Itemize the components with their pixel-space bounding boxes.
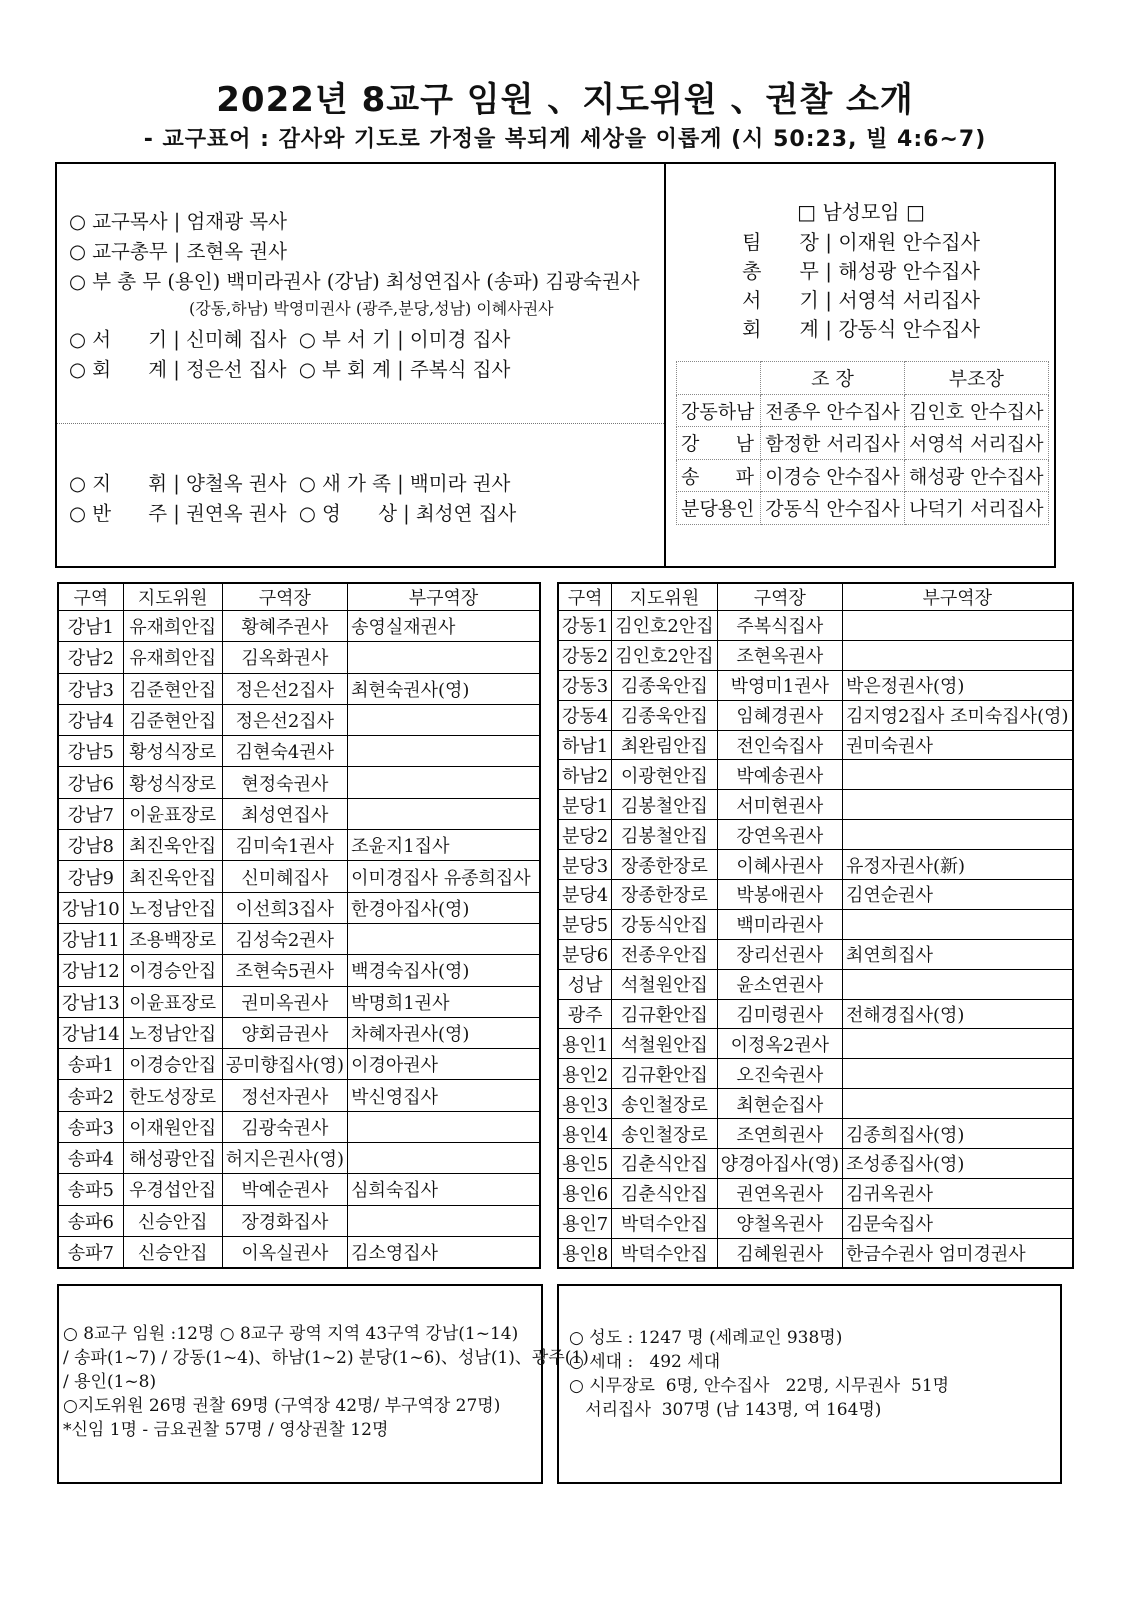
table-cell: 한금수권사 엄미경권사	[843, 1238, 1073, 1268]
table-cell: 최현순집사	[717, 1089, 842, 1119]
table-row	[558, 790, 1073, 820]
table-cell: 강남6	[58, 767, 123, 798]
table-row	[558, 760, 1073, 790]
table-row	[58, 1080, 540, 1111]
table-row	[558, 700, 1073, 730]
table-cell: 김미령권사	[717, 999, 842, 1029]
table-cell: 이정옥2권사	[717, 1029, 842, 1059]
table-cell: 장경화집사	[222, 1205, 347, 1236]
table-cell: 서영석 서리집사	[905, 427, 1049, 460]
table-cell: 현정숙권사	[222, 767, 347, 798]
mens-group-row: 팀 장 | 이재원 안수집사	[742, 230, 980, 254]
summary-line: ○ 8교구 임원 :12명 ○ 8교구 광역 지역 43구역 강남(1~14)	[63, 1324, 519, 1344]
table-cell: 조현옥권사	[717, 640, 842, 670]
summary-line: ○지도위원 26명 권찰 69명 (구역장 42명/ 부구역장 27명)	[63, 1396, 501, 1416]
table-row	[558, 1149, 1073, 1179]
table-cell: 장종한장로	[612, 880, 717, 910]
table-cell: 강남9	[58, 861, 123, 892]
table-cell: 박영미1권사	[717, 670, 842, 700]
table-cell: 박명희1권사	[348, 986, 540, 1017]
table-cell: 송파5	[58, 1174, 123, 1205]
table-cell	[843, 909, 1073, 939]
table-cell: 용인8	[558, 1238, 612, 1268]
table-cell: 신승안집	[123, 1236, 222, 1267]
summary-line: ○ 세대 : 492 세대	[569, 1352, 721, 1372]
table-cell: 강남2	[58, 642, 123, 673]
table-cell: 심희숙집사	[348, 1174, 540, 1205]
table-cell: 강남13	[58, 986, 123, 1017]
table-cell: 하남1	[558, 730, 612, 760]
table-cell: 강남8	[58, 830, 123, 861]
table-cell: 분당1	[558, 790, 612, 820]
table-cell: 강남12	[58, 955, 123, 986]
table-cell: 이윤표장로	[123, 986, 222, 1017]
table-cell: 김인호2안집	[612, 640, 717, 670]
table-cell: 신미혜집사	[222, 861, 347, 892]
table-row	[58, 861, 540, 892]
table-row	[558, 939, 1073, 969]
summary-right	[557, 1284, 1062, 1484]
table-cell: 강남7	[58, 798, 123, 829]
table-cell: 분당4	[558, 880, 612, 910]
table-cell: 유재희안집	[123, 642, 222, 673]
table-cell: 조현숙5권사	[222, 955, 347, 986]
table-cell: 최연희집사	[843, 939, 1073, 969]
table-cell: 강남3	[58, 673, 123, 704]
table-row	[58, 642, 540, 673]
table-cell: 최현숙권사(영)	[348, 673, 540, 704]
table-cell: 이광현안집	[612, 760, 717, 790]
table-cell: 이경아권사	[348, 1049, 540, 1080]
table-cell: 최완림안집	[612, 730, 717, 760]
table-cell: 용인1	[558, 1029, 612, 1059]
table-header-row	[58, 583, 540, 611]
table-row	[58, 955, 540, 986]
table-cell: 강남5	[58, 736, 123, 767]
table-cell: 황혜주권사	[222, 611, 347, 642]
table-cell	[843, 790, 1073, 820]
table-cell: 주복식집사	[717, 611, 842, 641]
table-header-cell: 부조장	[905, 362, 1049, 395]
table-row	[558, 1119, 1073, 1149]
summary-line: / 용인(1~8)	[63, 1372, 157, 1392]
officers-box	[55, 162, 1056, 568]
table-cell	[348, 798, 540, 829]
table-row	[58, 986, 540, 1017]
table-cell	[348, 923, 540, 954]
table-cell: 권연옥권사	[717, 1178, 842, 1208]
table-cell: 송인철장로	[612, 1089, 717, 1119]
mens-group	[666, 164, 1056, 364]
table-row	[558, 611, 1073, 641]
table-cell: 분당5	[558, 909, 612, 939]
table-row	[558, 909, 1073, 939]
table-cell: 강동식 안수집사	[761, 492, 905, 525]
table-cell: 강남1	[58, 611, 123, 642]
table-cell: 윤소연권사	[717, 969, 842, 999]
table-cell: 최성연집사	[222, 798, 347, 829]
table-cell: 강남4	[58, 704, 123, 735]
table-cell	[843, 640, 1073, 670]
table-cell: 강남11	[58, 923, 123, 954]
table-cell: 권미숙권사	[843, 730, 1073, 760]
table-cell: 전종우안집	[612, 939, 717, 969]
table-cell	[348, 704, 540, 735]
table-cell: 송파3	[58, 1111, 123, 1142]
table-cell: 조연희권사	[717, 1119, 842, 1149]
table-row	[58, 611, 540, 642]
table-cell: 김춘식안집	[612, 1149, 717, 1179]
table-cell: 이경승안집	[123, 955, 222, 986]
table-cell: 최진욱안집	[123, 830, 222, 861]
table-row	[558, 1178, 1073, 1208]
table-cell: 이경승안집	[123, 1049, 222, 1080]
table-cell: 권미옥권사	[222, 986, 347, 1017]
table-cell	[843, 969, 1073, 999]
table-cell: 강연옥권사	[717, 820, 842, 850]
table-cell: 석철원안집	[612, 1029, 717, 1059]
table-header-cell: 지도위원	[123, 583, 222, 611]
table-cell: 이혜사권사	[717, 850, 842, 880]
table-cell: 황성식장로	[123, 767, 222, 798]
table-cell: 함정한 서리집사	[761, 427, 905, 460]
table-row	[58, 1236, 540, 1267]
table-cell: 용인6	[558, 1178, 612, 1208]
table-cell: 강동3	[558, 670, 612, 700]
table-row	[677, 459, 1049, 492]
table-cell: 송파6	[58, 1205, 123, 1236]
table-cell: 성남	[558, 969, 612, 999]
table-header-cell	[677, 362, 761, 395]
table-row	[558, 820, 1073, 850]
officer-clerk: ○ 서 기 | 신미혜 집사 ○ 부 서 기 | 이미경 집사	[69, 328, 511, 351]
table-row	[58, 704, 540, 735]
table-cell: 장리선권사	[717, 939, 842, 969]
table-row	[58, 1143, 540, 1174]
officer-treasurer: ○ 회 계 | 정은선 집사 ○ 부 회 계 | 주복식 집사	[69, 358, 511, 381]
parish-motto: - 교구표어 : 감사와 기도로 가정을 복되게 세상을 이롭게 (시 50:23, 빌 4:6~7)	[143, 127, 987, 152]
table-cell: 석철원안집	[612, 969, 717, 999]
table-cell: 김규환안집	[612, 999, 717, 1029]
table-cell: 김광숙권사	[222, 1111, 347, 1142]
table-cell: 강동식안집	[612, 909, 717, 939]
table-row	[677, 492, 1049, 525]
table-header-cell: 조 장	[761, 362, 905, 395]
table-cell: 양경아집사(영)	[717, 1149, 842, 1179]
table-cell: 송영실재권사	[348, 611, 540, 642]
table-cell: 용인4	[558, 1119, 612, 1149]
table-cell: 노정남안집	[123, 1017, 222, 1048]
table-row	[58, 923, 540, 954]
table-cell: 강동2	[558, 640, 612, 670]
officer-general-secretary: ○ 교구총무 | 조현옥 권사	[69, 240, 287, 263]
table-cell: 노정남안집	[123, 892, 222, 923]
table-cell: 백미라권사	[717, 909, 842, 939]
table-cell: 나덕기 서리집사	[905, 492, 1049, 525]
table-cell: 이경승 안수집사	[761, 459, 905, 492]
table-cell: 송인철장로	[612, 1119, 717, 1149]
table-cell: 김준현안집	[123, 704, 222, 735]
table-cell: 황성식장로	[123, 736, 222, 767]
table-cell: 용인7	[558, 1208, 612, 1238]
table-cell: 광주	[558, 999, 612, 1029]
table-cell	[348, 1205, 540, 1236]
table-cell: 공미향집사(영)	[222, 1049, 347, 1080]
table-cell: 신승안집	[123, 1205, 222, 1236]
table-cell: 해성광안집	[123, 1143, 222, 1174]
table-cell: 김종욱안집	[612, 670, 717, 700]
table-cell	[348, 736, 540, 767]
table-row	[58, 673, 540, 704]
table-cell: 우경섭안집	[123, 1174, 222, 1205]
table-row	[58, 1174, 540, 1205]
summary-line: ○ 시무장로 6명, 안수집사 22명, 시무권사 51명	[569, 1376, 950, 1396]
table-cell: 하남2	[558, 760, 612, 790]
table-cell	[348, 1111, 540, 1142]
table-cell: 김성숙2권사	[222, 923, 347, 954]
table-cell: 유정자권사(新)	[843, 850, 1073, 880]
table-cell: 강남10	[58, 892, 123, 923]
table-cell: 전인숙집사	[717, 730, 842, 760]
summary-left	[57, 1284, 589, 1484]
mens-group-row: 서 기 | 서영석 서리집사	[742, 288, 980, 312]
table-cell: 양철옥권사	[717, 1208, 842, 1238]
table-cell: 용인2	[558, 1059, 612, 1089]
table-cell: 강동4	[558, 700, 612, 730]
table-cell: 분당2	[558, 820, 612, 850]
table-cell: 김혜원권사	[717, 1238, 842, 1268]
table-cell: 김인호2안집	[612, 611, 717, 641]
table-cell: 정은선2집사	[222, 704, 347, 735]
table-cell: 김옥화권사	[222, 642, 347, 673]
table-cell: 한경아집사(영)	[348, 892, 540, 923]
table-row	[558, 1238, 1073, 1268]
table-cell: 김현숙4권사	[222, 736, 347, 767]
table-cell: 김춘식안집	[612, 1178, 717, 1208]
table-cell	[843, 820, 1073, 850]
table-cell: 서미현권사	[717, 790, 842, 820]
table-cell	[348, 1143, 540, 1174]
table-row	[558, 1029, 1073, 1059]
table-cell: 정은선2집사	[222, 673, 347, 704]
table-cell: 이선희3집사	[222, 892, 347, 923]
table-cell: 김종욱안집	[612, 700, 717, 730]
table-cell: 송 파	[677, 459, 761, 492]
table-cell: 김봉철안집	[612, 820, 717, 850]
table-row	[558, 670, 1073, 700]
mens-group-row: 총 무 | 해성광 안수집사	[742, 259, 980, 283]
table-cell: 해성광 안수집사	[905, 459, 1049, 492]
summary-line: 서리집사 307명 (남 143명, 여 164명)	[569, 1400, 882, 1420]
table-cell	[348, 767, 540, 798]
table-cell: 허지은권사(영)	[222, 1143, 347, 1174]
officer-pastor: ○ 교구목사 | 엄재광 목사	[69, 210, 287, 233]
table-cell: 이옥실권사	[222, 1236, 347, 1267]
table-header-cell: 지도위원	[612, 583, 717, 611]
table-cell	[843, 1059, 1073, 1089]
table-row	[558, 640, 1073, 670]
table-cell: 분당6	[558, 939, 612, 969]
table-cell: 조용백장로	[123, 923, 222, 954]
table-cell: 박신영집사	[348, 1080, 540, 1111]
officer-vice-secretary: ○ 부 총 무 (용인) 백미라권사 (강남) 최성연집사 (송파) 김광숙권사	[69, 270, 640, 293]
table-row	[58, 1111, 540, 1142]
table-cell: 박예송권사	[717, 760, 842, 790]
table-cell: 한도성장로	[123, 1080, 222, 1111]
table-cell: 김규환안집	[612, 1059, 717, 1089]
table-cell: 이재원안집	[123, 1111, 222, 1142]
table-cell	[843, 760, 1073, 790]
table-row	[558, 730, 1073, 760]
table-cell: 분당용인	[677, 492, 761, 525]
officer-vice-secretary-cont: (강동,하남) 박영미권사 (광주,분당,성남) 이혜사권사	[189, 299, 554, 318]
table-cell: 김문숙집사	[843, 1208, 1073, 1238]
table-cell	[843, 1089, 1073, 1119]
district-table-right	[557, 582, 1074, 1269]
table-row	[58, 767, 540, 798]
table-cell: 오진숙권사	[717, 1059, 842, 1089]
table-header-row	[677, 362, 1049, 395]
table-cell: 박덕수안집	[612, 1208, 717, 1238]
table-row	[558, 1059, 1073, 1089]
table-header-cell: 구역장	[717, 583, 842, 611]
table-cell: 강남14	[58, 1017, 123, 1048]
table-cell: 박은정권사(영)	[843, 670, 1073, 700]
district-table-left	[57, 582, 541, 1269]
table-row	[58, 798, 540, 829]
table-row	[58, 892, 540, 923]
officer-accompanist: ○ 반 주 | 권연옥 권사 ○ 영 상 | 최성연 집사	[69, 502, 517, 525]
table-row	[558, 880, 1073, 910]
divider	[57, 423, 664, 424]
table-row	[58, 1017, 540, 1048]
table-row	[58, 736, 540, 767]
table-cell: 최진욱안집	[123, 861, 222, 892]
table-row	[58, 830, 540, 861]
table-cell: 김준현안집	[123, 673, 222, 704]
table-header-cell: 구역	[58, 583, 123, 611]
table-cell: 박덕수안집	[612, 1238, 717, 1268]
table-cell: 김미숙1권사	[222, 830, 347, 861]
mens-group-title: □ 남성모임 □	[797, 200, 925, 224]
table-cell: 정선자권사	[222, 1080, 347, 1111]
table-row	[558, 1208, 1073, 1238]
table-row	[558, 1089, 1073, 1119]
table-cell	[348, 642, 540, 673]
mens-group-row: 회 계 | 강동식 안수집사	[742, 317, 980, 341]
table-cell: 김소영집사	[348, 1236, 540, 1267]
summary-line: *신임 1명 - 금요권찰 57명 / 영상권찰 12명	[63, 1420, 389, 1440]
table-cell: 송파2	[58, 1080, 123, 1111]
table-cell: 양회금권사	[222, 1017, 347, 1048]
table-cell: 차혜자권사(영)	[348, 1017, 540, 1048]
table-row	[677, 394, 1049, 427]
table-cell: 송파7	[58, 1236, 123, 1267]
table-row	[58, 1049, 540, 1080]
table-cell: 강 남	[677, 427, 761, 460]
table-cell: 김지영2집사 조미숙집사(영)	[843, 700, 1073, 730]
table-row	[558, 999, 1073, 1029]
table-cell: 이미경집사 유종희집사	[348, 861, 540, 892]
table-cell: 김연순권사	[843, 880, 1073, 910]
group-leader-table	[676, 361, 1049, 525]
table-cell: 조윤지1집사	[348, 830, 540, 861]
table-header-cell: 구역장	[222, 583, 347, 611]
table-cell: 조성종집사(영)	[843, 1149, 1073, 1179]
officer-conductor: ○ 지 휘 | 양철옥 권사 ○ 새 가 족 | 백미라 권사	[69, 472, 511, 495]
table-row	[558, 969, 1073, 999]
table-cell: 박봉애권사	[717, 880, 842, 910]
table-cell: 전해경집사(영)	[843, 999, 1073, 1029]
table-cell: 김종희집사(영)	[843, 1119, 1073, 1149]
table-cell: 김봉철안집	[612, 790, 717, 820]
table-header-cell: 부구역장	[348, 583, 540, 611]
table-row	[558, 850, 1073, 880]
table-cell	[843, 611, 1073, 641]
table-cell: 임혜경권사	[717, 700, 842, 730]
table-cell: 용인5	[558, 1149, 612, 1179]
table-cell: 유재희안집	[123, 611, 222, 642]
table-cell: 장종한장로	[612, 850, 717, 880]
table-row	[58, 1205, 540, 1236]
table-cell: 전종우 안수집사	[761, 394, 905, 427]
table-cell: 송파4	[58, 1143, 123, 1174]
table-header-cell: 구역	[558, 583, 612, 611]
table-cell	[843, 1029, 1073, 1059]
summary-line: / 송파(1~7) / 강동(1~4)、하남(1~2) 분당(1~6)、성남(1)、광주(1)	[63, 1348, 589, 1368]
table-cell: 분당3	[558, 850, 612, 880]
table-cell: 박예순권사	[222, 1174, 347, 1205]
table-row	[677, 427, 1049, 460]
table-header-row	[558, 583, 1073, 611]
table-cell: 강동하남	[677, 394, 761, 427]
table-cell: 용인3	[558, 1089, 612, 1119]
table-cell: 백경숙집사(영)	[348, 955, 540, 986]
page-title: 2022년 8교구 임원 、지도위원 、권찰 소개	[216, 80, 914, 120]
table-cell: 송파1	[58, 1049, 123, 1080]
summary-line: ○ 성도 : 1247 명 (세례교인 938명)	[569, 1328, 843, 1348]
table-cell: 김인호 안수집사	[905, 394, 1049, 427]
table-header-cell: 부구역장	[843, 583, 1073, 611]
table-cell: 강동1	[558, 611, 612, 641]
table-cell: 이윤표장로	[123, 798, 222, 829]
table-cell: 김귀옥권사	[843, 1178, 1073, 1208]
